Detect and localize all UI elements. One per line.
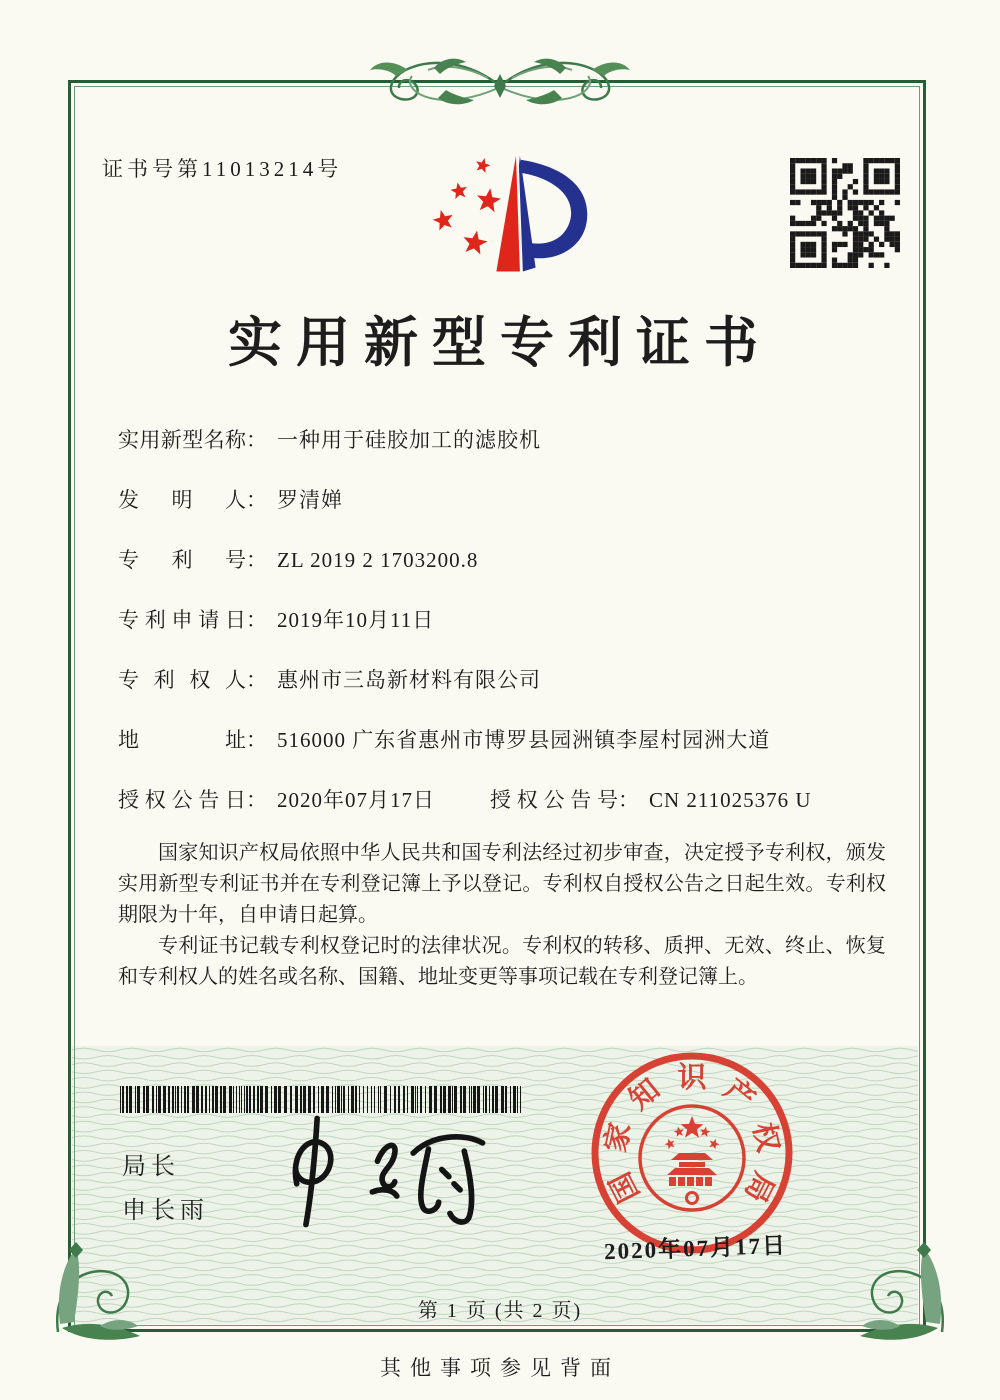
logo-stars-icon xyxy=(433,158,501,254)
field-value: 2019年10月11日 xyxy=(277,608,435,632)
field-inventor xyxy=(118,484,890,544)
field-label: 授权公告号 xyxy=(490,788,618,812)
cnipa-logo xyxy=(420,146,610,298)
top-border-ornament xyxy=(338,48,662,112)
field-patentee xyxy=(118,664,890,724)
svg-text:局: 局 xyxy=(737,1166,780,1208)
fields-section xyxy=(118,424,890,844)
field-label: 专利权人 xyxy=(118,668,246,692)
certificate-title: 实用新型专利证书 xyxy=(228,313,772,373)
svg-text:识: 识 xyxy=(677,1062,707,1094)
field-patent-number xyxy=(118,544,890,604)
svg-text:家: 家 xyxy=(599,1119,638,1155)
director-title: 局长 xyxy=(122,1154,180,1180)
body-paragraph-1: 国家知识产权局依照中华人民共和国专利法经过初步审查，决定授予专利权，颁发实用新型专利证书并在专利登记簿上予以登记。专利权自授权公告之日起生效。专利权期限为十年，自申请日起算。 xyxy=(118,842,886,926)
field-label: 实用新型名称 xyxy=(118,428,246,452)
field-grant xyxy=(118,784,890,844)
body-paragraph-2: 专利证书记载专利权登记时的法律状况。专利权的转移、质押、无效、终止、恢复和专利权人的姓名或名称、国籍、地址变更等事项记载在专利登记簿上。 xyxy=(118,935,886,988)
footer-note: 其他事项参见背面 xyxy=(380,1356,620,1380)
field-colon: ： xyxy=(246,488,267,512)
field-value: 516000 广东省惠州市博罗县园洲镇李屋村园洲大道 xyxy=(277,728,771,752)
field-colon: ： xyxy=(618,788,639,812)
svg-text:国: 国 xyxy=(604,1166,647,1208)
field-grant-number xyxy=(490,784,812,814)
field-value: ZL 2019 2 1703200.8 xyxy=(277,548,479,572)
field-value: 一种用于硅胶加工的滤胶机 xyxy=(277,428,541,452)
field-label: 授权公告日 xyxy=(118,788,246,812)
field-label: 专利申请日 xyxy=(118,608,246,632)
certificate-number: 证书号第11013214号 xyxy=(102,157,343,181)
field-label: 发明人 xyxy=(118,488,246,512)
field-colon: ： xyxy=(246,728,267,752)
logo-red-wedge xyxy=(496,156,520,272)
field-colon: ： xyxy=(246,428,267,452)
field-colon: ： xyxy=(246,548,267,572)
field-colon: ： xyxy=(246,668,267,692)
seal-date: 2020年07月17日 xyxy=(603,1232,788,1265)
director-name: 申长雨 xyxy=(122,1198,209,1224)
qr-code xyxy=(790,158,900,268)
field-colon: ： xyxy=(246,608,267,632)
page-indicator: 第 1 页 (共 2 页) xyxy=(417,1300,583,1322)
field-utility-model-name xyxy=(118,424,890,484)
field-label: 地址 xyxy=(118,728,246,752)
statement-section xyxy=(118,838,886,993)
field-filing-date xyxy=(118,604,890,664)
svg-text:知: 知 xyxy=(623,1073,667,1117)
official-seal xyxy=(587,1048,797,1258)
field-address xyxy=(118,724,890,784)
field-colon: ： xyxy=(246,788,267,812)
field-value: 2020年07月17日 xyxy=(277,788,435,812)
field-value: 罗清婵 xyxy=(277,488,343,512)
field-label: 专利号 xyxy=(118,548,246,572)
director-signature xyxy=(262,1100,502,1242)
national-emblem-icon xyxy=(640,1106,744,1210)
svg-text:权: 权 xyxy=(746,1119,785,1155)
logo-blue-bowl xyxy=(519,160,587,259)
svg-text:产: 产 xyxy=(717,1073,761,1117)
field-value: CN 211025376 U xyxy=(649,788,812,812)
field-value: 惠州市三岛新材料有限公司 xyxy=(277,668,541,692)
